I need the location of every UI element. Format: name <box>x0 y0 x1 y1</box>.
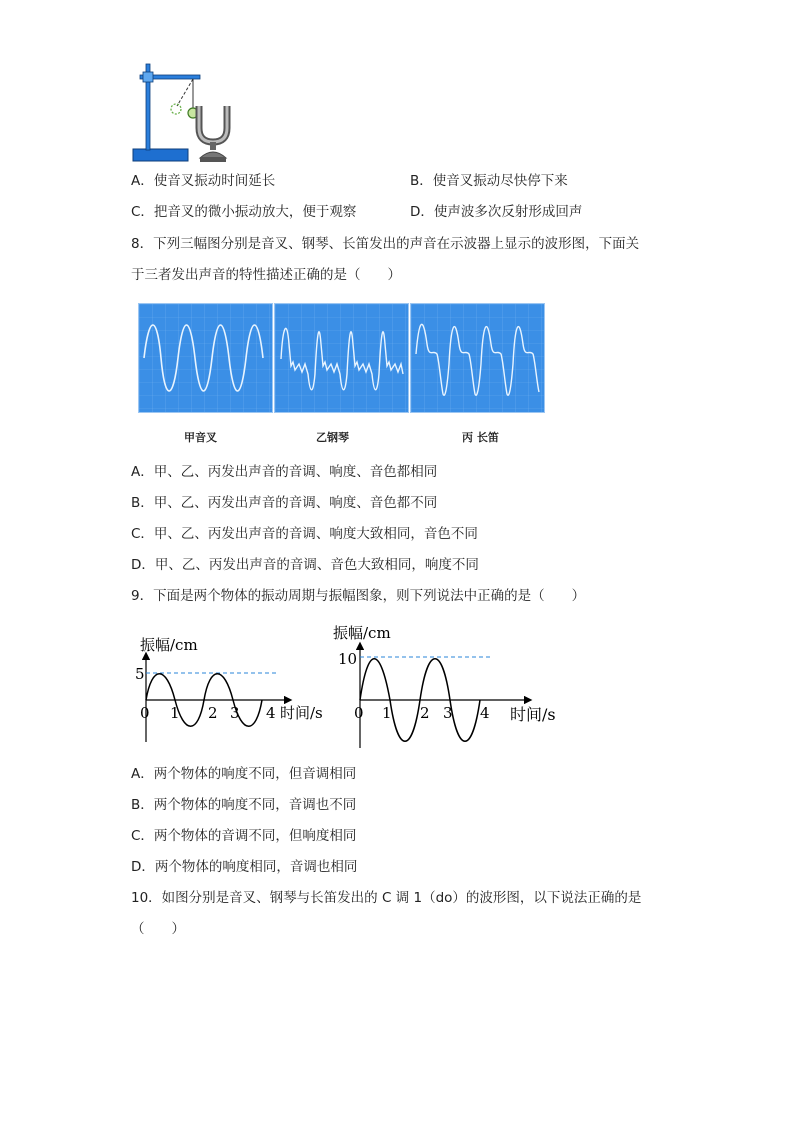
q8-option-a: A．甲、乙、丙发出声音的音调、响度、音色都相同 <box>131 464 438 480</box>
caption-flute: 丙 长笛 <box>462 431 499 444</box>
graph2-xtick-1: 1 <box>382 704 392 722</box>
oscilloscope-panel-flute <box>410 303 545 413</box>
graph2-xtick-3: 3 <box>443 704 453 722</box>
graph1-xtick-3: 3 <box>230 704 240 722</box>
q8-option-b: B．甲、乙、丙发出声音的音调、响度、音色都不同 <box>131 495 438 511</box>
graph2-ylabel: 振幅/cm <box>333 624 391 642</box>
q9-option-d: D．两个物体的响度相同，音调也相同 <box>131 859 358 875</box>
graph1-xtick-0: 0 <box>140 704 150 722</box>
flute-waveform <box>411 304 544 412</box>
graph1-ylabel: 振幅/cm <box>140 636 198 654</box>
tuning-fork-waveform <box>139 304 272 412</box>
graph2-amp-tick: 10 <box>338 650 358 668</box>
q9-option-a: A．两个物体的响度不同，但音调相同 <box>131 766 357 782</box>
graph1-xtick-1: 1 <box>170 704 180 722</box>
oscilloscope-panel-piano <box>274 303 409 413</box>
q7-option-b: B．使音叉振动尽快停下来 <box>410 173 568 189</box>
graph1-xlabel: 时间/s <box>280 704 323 722</box>
q10-stem-line2: （ ） <box>131 921 185 937</box>
tuning-fork-apparatus-figure <box>130 58 240 166</box>
caption-piano: 乙钢琴 <box>316 431 349 444</box>
q9-option-c: C．两个物体的音调不同，但响度相同 <box>131 828 357 844</box>
graph2-xtick-4: 4 <box>480 704 490 722</box>
piano-waveform <box>275 304 408 412</box>
graph1-xtick-4: 4 <box>266 704 276 722</box>
q7-option-c: C．把音叉的微小振动放大，便于观察 <box>131 204 357 220</box>
q7-option-d: D．使声波多次反射形成回声 <box>410 204 583 220</box>
oscilloscope-panel-tuning-fork <box>138 303 273 413</box>
vibration-graph-1 <box>132 630 332 748</box>
q8-stem-line1: 8．下列三幅图分别是音叉、钢琴、长笛发出的声音在示波器上显示的波形图，下面关 <box>131 236 640 252</box>
caption-tuning-fork: 甲音叉 <box>184 431 217 444</box>
q9-stem: 9．下面是两个物体的振动周期与振幅图象，则下列说法中正确的是（ ） <box>131 588 586 604</box>
graph2-xtick-0: 0 <box>354 704 364 722</box>
graph2-xtick-2: 2 <box>420 704 430 722</box>
q9-option-b: B．两个物体的响度不同，音调也不同 <box>131 797 357 813</box>
graph2-xlabel: 时间/s <box>510 705 556 724</box>
vibration-graph-2 <box>330 620 570 750</box>
q8-option-d: D．甲、乙、丙发出声音的音调、音色大致相同，响度不同 <box>131 557 479 573</box>
q8-stem-line2: 于三者发出声音的特性描述正确的是（ ） <box>131 267 401 283</box>
graph1-amp-tick: 5 <box>135 665 145 683</box>
q7-option-a: A．使音叉振动时间延长 <box>131 173 276 189</box>
q8-option-c: C．甲、乙、丙发出声音的音调、响度大致相同，音色不同 <box>131 526 478 542</box>
graph1-xtick-2: 2 <box>208 704 218 722</box>
q10-stem-line1: 10．如图分别是音叉、钢琴与长笛发出的 C 调 1（do）的波形图，以下说法正确的是 <box>131 890 642 906</box>
